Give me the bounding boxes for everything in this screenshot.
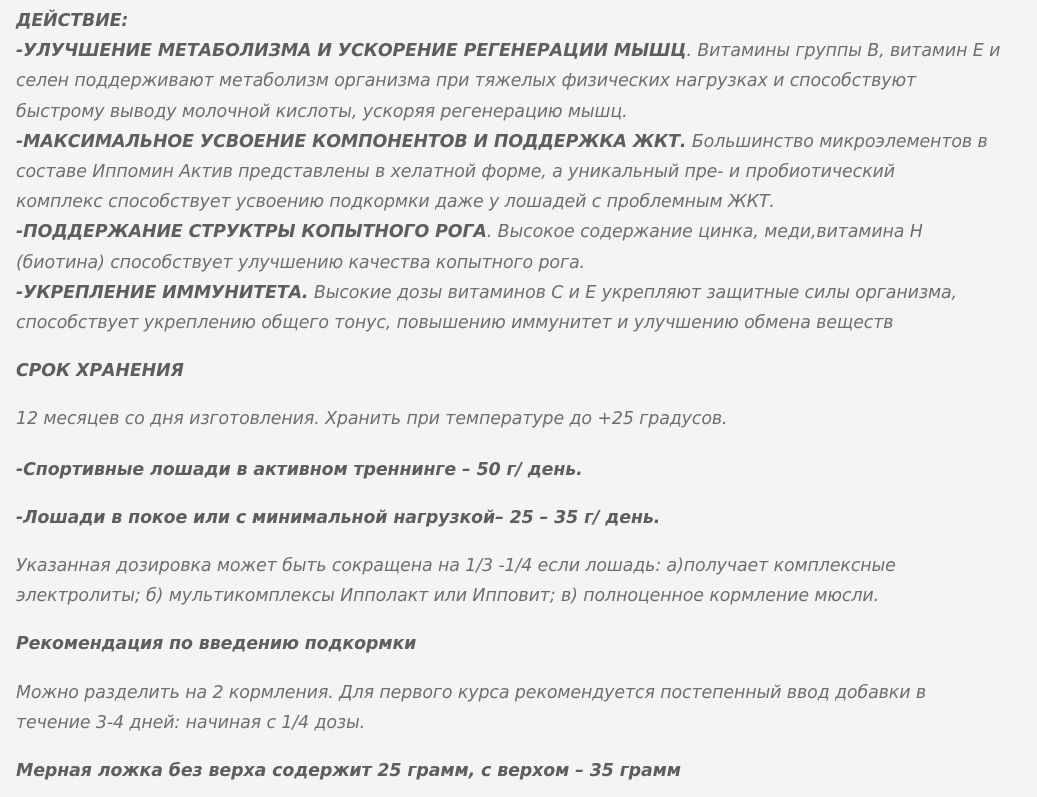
- absorption-title: -МАКСИМАЛЬНОЕ УСВОЕНИЕ КОМПОНЕНТОВ И ПОДДЕРЖКА ЖКТ.: [16, 131, 687, 152]
- absorption-line-3: комплекс способствует усвоению подкормки даже у лошадей с проблемным ЖКТ.: [16, 192, 775, 213]
- introduction-heading: [16, 629, 1026, 659]
- introduction-heading-text: Рекомендация по введению подкормки: [16, 634, 417, 655]
- introduction-line-1: Можно разделить на 2 кормления. Для первого курса рекомендуется постепенный ввод добавки в: [16, 682, 926, 703]
- absorption-line-1: [16, 127, 1026, 157]
- immunity-title: -УКРЕПЛЕНИЕ ИММУНИТЕТА.: [16, 282, 309, 303]
- metabolism-line-1: [16, 36, 1026, 66]
- dosage-note-line-2: электролиты; б) мультикомплексы Ипполакт или Ипповит; в) полноценное кормление мюсли.: [16, 586, 880, 607]
- metabolism-title: -УЛУЧШЕНИЕ МЕТАБОЛИЗМА И УСКОРЕНИЕ РЕГЕНЕРАЦИИ МЫШЦ: [16, 41, 687, 62]
- dosage-rest: [16, 503, 1026, 533]
- introduction-line-2: течение 3-4 дней: начиная с 1/4 дозы.: [16, 712, 366, 733]
- immunity-text-1: Высокие дозы витаминов С и Е укрепляют защитные силы организма,: [308, 282, 957, 303]
- immunity-line-2: способствует укреплению общего тонус, повышению иммунитет и улучшению обмена веществ: [16, 313, 894, 334]
- immunity-line-1: [16, 278, 1026, 308]
- action-heading: ДЕЙСТВИЕ:: [16, 11, 129, 31]
- dosage-sport: [16, 455, 1026, 485]
- spoon-info-text: Мерная ложка без верха содержит 25 грамм, с верхом – 35 грамм: [16, 761, 681, 782]
- dosage-note: [16, 551, 1026, 611]
- metabolism-text-1: . Витамины группы В, витамин Е и: [686, 41, 1001, 62]
- metabolism-line-2: селен поддерживают метаболизм организма при тяжелых физических нагрузках и способствуют: [16, 71, 917, 92]
- action-heading-line: [16, 6, 1026, 36]
- storage-text: 12 месяцев со дня изготовления. Хранить при температуре до +25 градусов.: [16, 409, 728, 430]
- hoof-line-2: (биотина) способствует улучшению качества копытного рога.: [16, 252, 585, 273]
- hoof-text-1: . Высокое содержание цинка, меди,витамина Н: [486, 222, 923, 243]
- storage-heading: [16, 356, 1026, 386]
- introduction-text: [16, 678, 1026, 738]
- metabolism-line-3: быстрому выводу молочной кислоты, ускоряя регенерацию мышц.: [16, 101, 628, 122]
- spoon-info: [16, 756, 1026, 786]
- hoof-title: -ПОДДЕРЖАНИЕ СТРУКТРЫ КОПЫТНОГО РОГА: [16, 222, 487, 243]
- dosage-sport-text: -Спортивные лошади в активном треннинге – 50 г/ день.: [16, 459, 583, 480]
- dosage-rest-text: -Лошади в покое или с минимальной нагрузкой– 25 – 35 г/ день.: [16, 507, 661, 528]
- action-section: [16, 6, 1026, 338]
- absorption-text-1: Большинство микроэлементов в: [686, 131, 988, 152]
- absorption-line-2: составе Иппомин Актив представлены в хелатной форме, а уникальный пре- и пробиотический: [16, 162, 895, 183]
- dosage-note-line-1: Указанная дозировка может быть сокращена на 1/3 -1/4 если лошадь: а)получает комплексные: [16, 556, 896, 577]
- hoof-line-1: [16, 217, 1026, 247]
- storage-heading-text: СРОК ХРАНЕНИЯ: [16, 361, 184, 382]
